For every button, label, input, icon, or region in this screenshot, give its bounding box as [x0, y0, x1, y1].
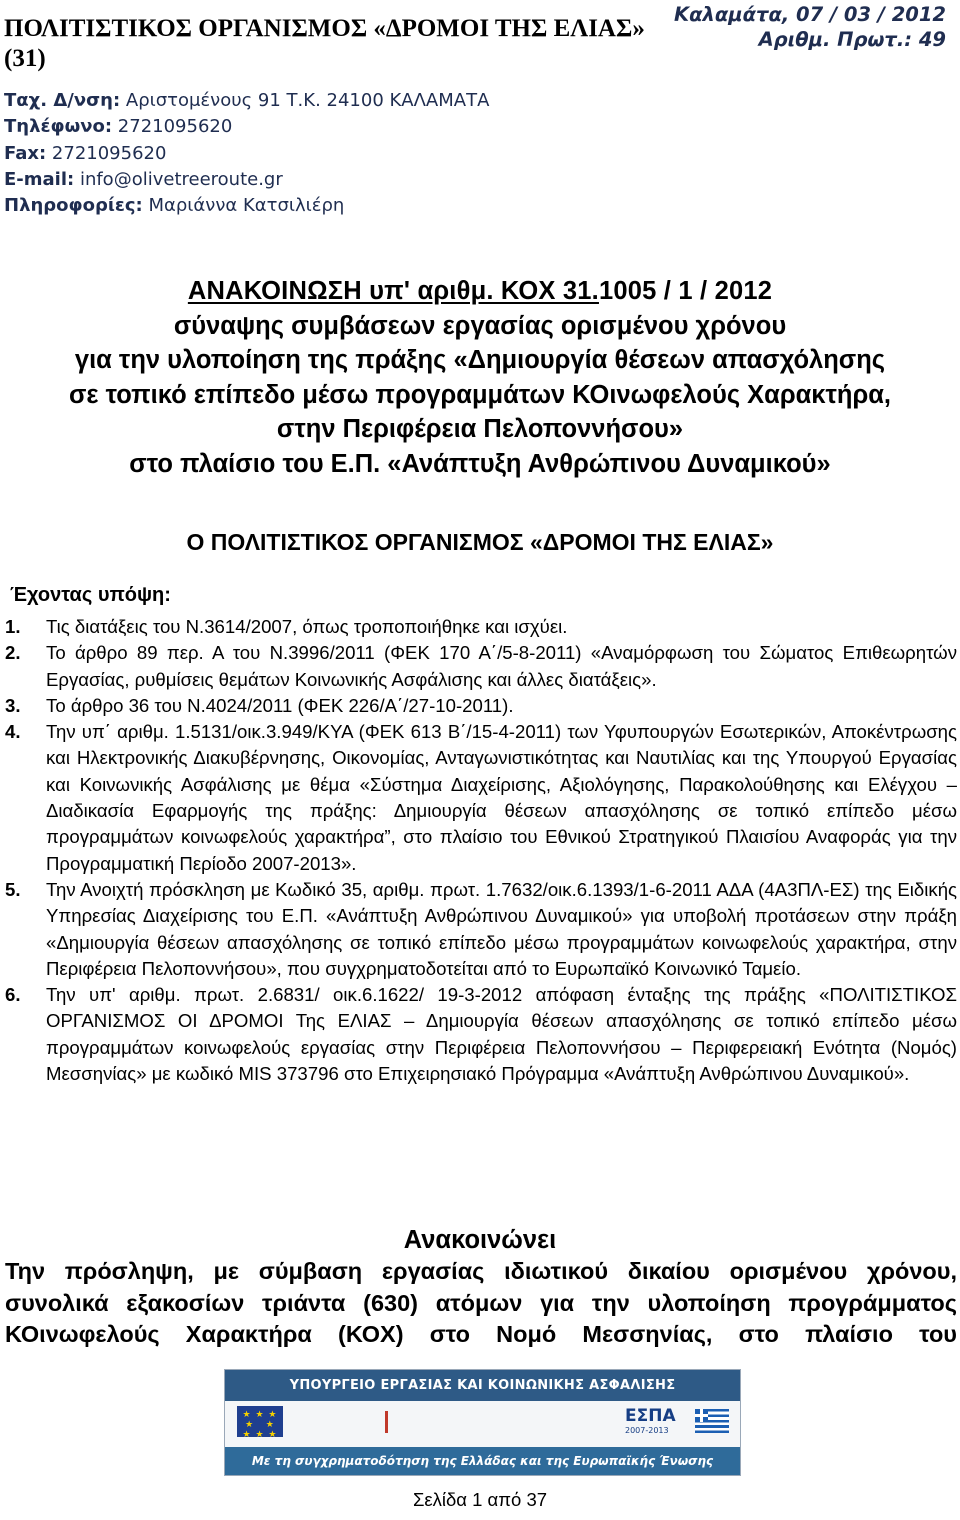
list-item: 6. Την υπ' αριθμ. πρωτ. 2.6831/ οικ.6.1622/ 19-3-2012 απόφαση ένταξης της πράξης «ΠΟΛΙΤΙΣΤΙΚΟΣ ΟΡΓΑΝΙΣΜΟΣ ΟΙ ΔΡΟΜΟΙ Της ΕΛΙΑΣ – Δημιουργία θέσεων απασχόλησης σε τοπικό επίπεδο μέσω προγραμμάτων κοινωφελούς εργασίας στην Περιφέρεια Πελοποννήσου – Περιφερειακή Ενότητα (Νομός) Μεσσηνίας» με κωδικό MIS 373796 στο Επιχειρησιακό Πρόγραμμα «Ανάπτυξη Ανθρώπινου Δυναμικού».	[5, 984, 957, 1085]
contact-phone: Τηλέφωνο: 2721095620	[4, 116, 233, 138]
header-right	[674, 2, 946, 52]
page-number: Σελίδα 1 από 37	[412, 1489, 548, 1510]
list-item: 4. Την υπ΄ αριθμ. 1.5131/οικ.3.949/ΚΥΑ (ΦΕΚ 613 Β΄/15-4-2011) των Υφυπουργών Εσωτερικών, Αποκέντρωσης και Ηλεκτρονικής Διακυβέρνησης, Οικονομίας, Ανταγωνιστικότητας και Ναυτιλίας και της Υπουργού Εργασίας και Κοινωνικής Ασφάλισης με θέμα «Σύστημα Διαχείρισης, Αξιολόγησης, Παρακολούθησης και Ελέγχου – Διαδικασία Εφαρμογής της πράξης: Δημιουργία θέσεων απασχόλησης σε τοπικό επίπεδο μέσω προγραμμάτων κοινωφελούς χαρακτήρα”, στο πλαίσιο του Εθνικού Στρατηγικού Πλαισίου Αναφοράς για την Προγραμματική Περίοδο 2007-2013».	[5, 721, 957, 874]
announcement-title	[0, 274, 960, 481]
list-item: 5. Την Ανοιχτή πρόσκληση με Κωδικό 35, αριθμ. πρωτ. 1.7632/οικ.6.1393/1-6-2011 ΑΔΑ (4Α3ΠΛ-ΕΣ) της Ειδικής Υπηρεσίας Διαχείρισης του Ε.Π. «Ανάπτυξη Ανθρώπινου Δυναμικού» για υποβολή προτάσεων στην πράξη «Δημιουργία θέσεων απασχόλησης σε τοπικό επίπεδο μέσω προγραμμάτων κοινωφελούς χαρακτήρα, στην Περιφέρεια Πελοποννήσου», που συγχρηματοδοτείται από το Ευρωπαϊκό Κοινωνικό Ταμείο.	[5, 878, 957, 979]
announcement-line: στην Περιφέρεια Πελοποννήσου»	[276, 415, 684, 443]
program-logo-icon	[385, 1411, 402, 1433]
eu-flag-icon: ★ ★ ★ ★ ★ ★ ★ ★	[237, 1406, 283, 1437]
org-title: ΠΟΛΙΤΙΣΤΙΚΟΣ ΟΡΓΑΝΙΣΜΟΣ «ΔΡΟΜΟΙ ΤΗΣ ΕΛΙΑΣ» (31)	[4, 15, 645, 72]
protocol-number: Αριθμ. Πρωτ.: 49	[758, 28, 946, 51]
list-item: 3. Το άρθρο 36 του Ν.4024/2011 (ΦΕΚ 226/Α΄/27-10-2011).	[5, 694, 514, 716]
contact-email: E-mail: info@olivetreeroute.gr	[4, 168, 283, 190]
greek-flag-cross-icon	[695, 1414, 708, 1417]
organization-heading: Ο ΠΟΛΙΤΙΣΤΙΚΟΣ ΟΡΓΑΝΙΣΜΟΣ «ΔΡΟΜΟΙ ΤΗΣ ΕΛΙΑΣ»	[186, 529, 774, 555]
announces-paragraph: Την πρόσληψη, με σύμβαση εργασίας ιδιωτικού δικαίου ορισμένου χρόνου, συνολικά εξακοσίων τριάντα (630) ατόμων για την υλοποίηση προγράμματος ΚΟινωφελούς Χαρακτήρα (ΚΟΧ) στο Νομό Μεσσηνίας, στο πλαίσιο του	[5, 1258, 957, 1347]
contact-address: Ταχ. Δ/νση: Αριστομένους 91 Τ.Κ. 24100 ΚΑΛΑΜΑΤΑ	[4, 90, 490, 111]
announcement-number: ΑΝΑΚΟΙΝΩΣΗ υπ' αριθμ. ΚΟΧ 31.1005 / 1 / 2012	[187, 277, 773, 305]
greek-flag-icon	[695, 1409, 729, 1433]
date-line: Καλαμάτα, 07 / 03 / 2012	[674, 3, 946, 26]
contact-info: Πληροφορίες: Μαριάννα Κατσιλιέρη	[4, 195, 345, 217]
header-left	[4, 14, 664, 219]
announcement-line: σύναψης συμβάσεων εργασίας ορισμένου χρόνου	[173, 311, 787, 340]
announces-heading: Ανακοινώνει	[403, 1226, 557, 1254]
logos-strip	[225, 1401, 740, 1447]
contact-block	[4, 88, 664, 219]
cofinance-bar: Με τη συγχρηματοδότηση της Ελλάδας και της Ευρωπαϊκής Ένωσης	[225, 1447, 740, 1475]
cofunding-banner	[224, 1369, 741, 1476]
list-item: 2. Το άρθρο 89 περ. Α του Ν.3996/2011 (ΦΕΚ 170 Α΄/5-8-2011) «Αναμόρφωση του Σώματος Επιθεωρητών Εργασίας, ρυθμίσεις θεμάτων Κοινωνικής Ασφάλισης και άλλες διατάξεις».	[5, 642, 957, 690]
espa-logo: ΕΣΠΑ 2007-2013	[625, 1406, 676, 1435]
ministry-bar: ΥΠΟΥΡΓΕΙΟ ΕΡΓΑΣΙΑΣ ΚΑΙ ΚΟΙΝΩΝΙΚΗΣ ΑΣΦΑΛΙΣΗΣ	[225, 1370, 740, 1401]
announcement-line: στο πλαίσιο του Ε.Π. «Ανάπτυξη Ανθρώπινου Δυναμικού»	[129, 449, 831, 478]
contact-fax: Fax: 2721095620	[4, 142, 167, 164]
considerations-list	[5, 614, 957, 1087]
list-item: 1. Τις διατάξεις του Ν.3614/2007, όπως τροποποιήθηκε και ισχύει.	[5, 616, 568, 637]
announcement-line: για την υλοποίηση της πράξης «Δημιουργία θέσεων απασχόλησης	[74, 346, 886, 374]
considering-heading: Έχοντας υπόψη:	[10, 584, 171, 606]
announcement-line: σε τοπικό επίπεδο μέσω προγραμμάτων ΚΟινωφελούς Χαρακτήρα,	[68, 380, 892, 409]
